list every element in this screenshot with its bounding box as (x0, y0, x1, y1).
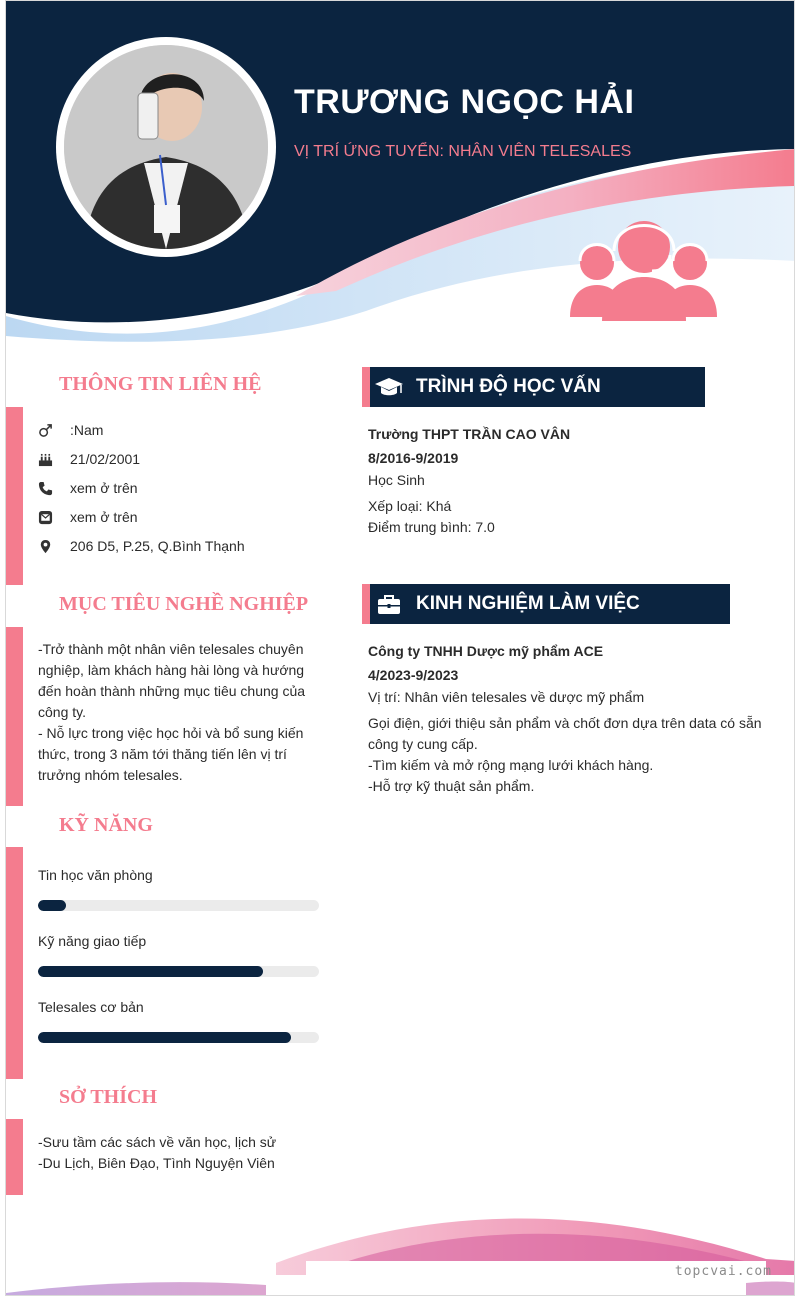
experience-duty: -Tìm kiếm và mở rộng mạng lưới khách hàng. (368, 757, 654, 773)
contact-address-value: 206 D5, P.25, Q.Bình Thạnh (70, 538, 245, 554)
footer-background (6, 1195, 795, 1295)
gender-icon (38, 422, 70, 438)
education-period: 8/2016-9/2019 (368, 450, 459, 466)
experience-period: 4/2023-9/2023 (368, 667, 459, 683)
experience-section-title: KINH NGHIỆM LÀM VIỆC (416, 593, 640, 614)
birthday-cake-icon (38, 451, 70, 467)
cv-page (5, 0, 795, 1296)
skills-accent-bar (6, 847, 23, 1079)
skill-name: Telesales cơ bản (38, 999, 144, 1015)
skill-name: Tin học văn phòng (38, 867, 153, 883)
contact-gender-value: :Nam (70, 422, 104, 438)
email-icon (38, 509, 70, 525)
objective-section-title: MỤC TIÊU NGHỀ NGHIỆP (59, 593, 309, 615)
graduation-cap-icon (374, 376, 404, 398)
candidate-name: TRƯƠNG NGỌC HẢI (294, 83, 635, 121)
skill-bar-track (38, 900, 319, 911)
skills-section-title: KỸ NĂNG (59, 814, 153, 836)
avatar (56, 37, 276, 257)
briefcase-icon (374, 593, 404, 615)
profile-photo (64, 45, 268, 249)
experience-description: Gọi điện, giới thiệu sản phẩm và chốt đơn dựa trên data có sẵn công ty cung cấp. (368, 715, 762, 752)
contact-birthday-row (38, 451, 140, 467)
applied-position: VỊ TRÍ ỨNG TUYỂN: NHÂN VIÊN TELESALES (294, 143, 632, 160)
objective-text: -Trở thành một nhân viên telesales chuyên nghiệp, làm khách hàng hài lòng và hướng đến hoàn thành những mục tiêu chung của công ty. - Nỗ lực trong việc học hỏi và bổ sung kiến thức, trong 3 năm tới thăng tiến lên vị trí trưởng nhóm telesales. (38, 641, 306, 783)
contact-birthday-value: 21/02/2001 (70, 451, 141, 467)
education-rank: Xếp loại: Khá (368, 498, 452, 514)
team-headset-icon (566, 213, 721, 323)
contact-phone-row (38, 480, 138, 496)
experience-duty: -Hỗ trợ kỹ thuật sản phẩm. (368, 778, 535, 794)
education-school: Trường THPT TRẦN CAO VÂN (368, 426, 571, 442)
contact-accent-bar (6, 407, 23, 585)
hobbies-section-title: SỞ THÍCH (59, 1086, 157, 1108)
contact-phone-value: xem ở trên (70, 480, 138, 496)
skill-bar-fill (38, 1032, 291, 1043)
experience-role: Vị trí: Nhân viên telesales về dược mỹ phẩm (368, 689, 645, 705)
contact-email-row (38, 509, 138, 525)
contact-address-row (38, 538, 245, 554)
experience-section-header (362, 584, 730, 624)
phone-icon (38, 480, 70, 496)
skill-bar-track (38, 1032, 319, 1043)
skill-bar-fill (38, 966, 263, 977)
education-section-title: TRÌNH ĐỘ HỌC VẤN (416, 376, 601, 397)
education-role: Học Sinh (368, 472, 425, 488)
hobbies-accent-bar (6, 1119, 23, 1195)
education-section-header (362, 367, 705, 407)
contact-gender-row (38, 422, 103, 438)
hobbies-text: -Sưu tầm các sách về văn học, lịch sử -Du Lịch, Biên Đạo, Tình Nguyện Viên (38, 1134, 277, 1171)
skill-name: Kỹ năng giao tiếp (38, 933, 147, 949)
map-marker-icon (38, 538, 70, 554)
contact-email-value: xem ở trên (70, 509, 138, 525)
objective-accent-bar (6, 627, 23, 806)
education-gpa: Điểm trung bình: 7.0 (368, 519, 495, 535)
skill-bar-fill (38, 900, 66, 911)
skill-bar-track (38, 966, 319, 977)
contact-section-title: THÔNG TIN LIÊN HỆ (59, 373, 262, 395)
experience-company: Công ty TNHH Dược mỹ phẩm ACE (368, 643, 604, 659)
watermark: topcvai.com (674, 1264, 772, 1279)
